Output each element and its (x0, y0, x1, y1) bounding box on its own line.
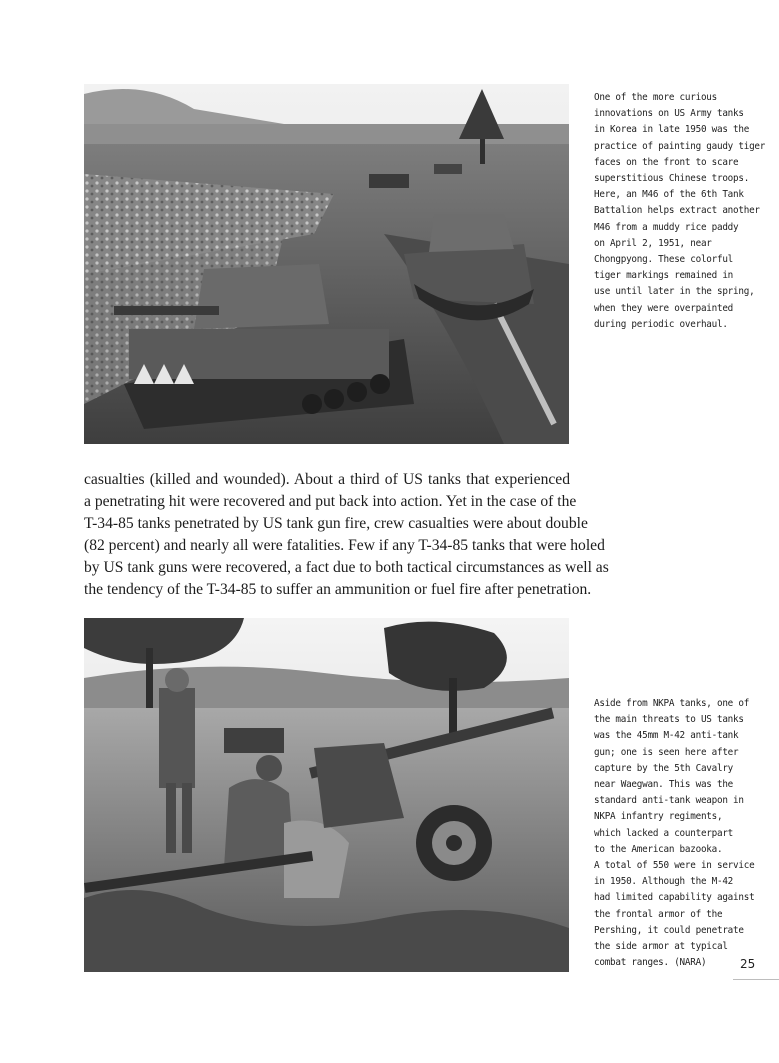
body-paragraph (84, 469, 609, 601)
caption-line: combat ranges. (NARA) (594, 957, 707, 969)
caption-line: tiger markings remained in (594, 270, 734, 282)
caption-line: Battalion helps extract another (594, 205, 760, 217)
photo-caption-2 (594, 696, 766, 971)
caption-line: One of the more curious (594, 92, 717, 103)
page-number: 25 (740, 957, 756, 971)
caption-line: A total of 550 were in service (594, 860, 755, 872)
caption-line: practice of painting gaudy tiger (594, 140, 766, 152)
caption-line: Chongpyong. These colorful (594, 254, 734, 266)
caption-line: faces on the front to scare (594, 156, 739, 168)
caption-line: gun; one is seen here after (594, 746, 739, 758)
caption-line: in Korea in late 1950 was the (594, 124, 750, 136)
caption-line: innovations on US Army tanks (594, 108, 744, 120)
caption-line: was the 45mm M-42 anti-tank (594, 730, 739, 742)
body-line: (82 percent) and nearly all were fatalities. Few if any T-34-85 tanks that were holed (84, 537, 605, 554)
caption-line: during periodic overhaul. (594, 318, 728, 330)
caption-line: on April 2, 1951, near (594, 237, 712, 249)
body-line: the tendency of the T-34-85 to suffer an ammunition or fuel fire after penetration. (84, 581, 592, 598)
caption-line: superstitious Chinese troops. (594, 173, 750, 185)
body-line: T-34-85 tanks penetrated by US tank gun fire, crew casualties were about double (84, 515, 588, 532)
photo-m42-antitank-gun-image (84, 618, 569, 972)
photo-m42-antitank-gun (84, 618, 569, 972)
caption-line: M46 from a muddy rice paddy (594, 221, 739, 233)
caption-line: NKPA infantry regiments, (594, 811, 723, 823)
caption-line: Pershing, it could penetrate (594, 924, 744, 936)
photo-m46-tiger-tanks (84, 84, 569, 444)
caption-line: the main threats to US tanks (594, 714, 744, 726)
caption-line: when they were overpainted (594, 302, 734, 314)
body-line: a penetrating hit were recovered and put back into action. Yet in the case of the (84, 493, 577, 510)
caption-line: to the American bazooka. (594, 843, 723, 855)
caption-line: the frontal armor of the (594, 908, 723, 920)
caption-line: Here, an M46 of the 6th Tank (594, 189, 744, 201)
body-line: by US tank guns were recovered, a fact due to both tactical circumstances as well as (84, 559, 609, 576)
caption-line: in 1950. Although the M-42 (594, 876, 734, 888)
page-number-rule (733, 979, 779, 980)
caption-line: which lacked a counterpart (594, 827, 734, 839)
caption-line: capture by the 5th Cavalry (594, 762, 734, 774)
caption-line: the side armor at typical (594, 941, 728, 953)
caption-line: had limited capability against (594, 892, 755, 904)
caption-line: use until later in the spring, (594, 286, 755, 298)
photo-m46-tiger-tanks-image (84, 84, 569, 444)
body-line: casualties (killed and wounded). About a third of US tanks that experienced (84, 471, 570, 488)
caption-line: near Waegwan. This was the (594, 779, 734, 791)
photo-caption-1 (594, 90, 766, 333)
caption-line: Aside from NKPA tanks, one of (594, 698, 750, 709)
caption-line: standard anti-tank weapon in (594, 795, 744, 807)
